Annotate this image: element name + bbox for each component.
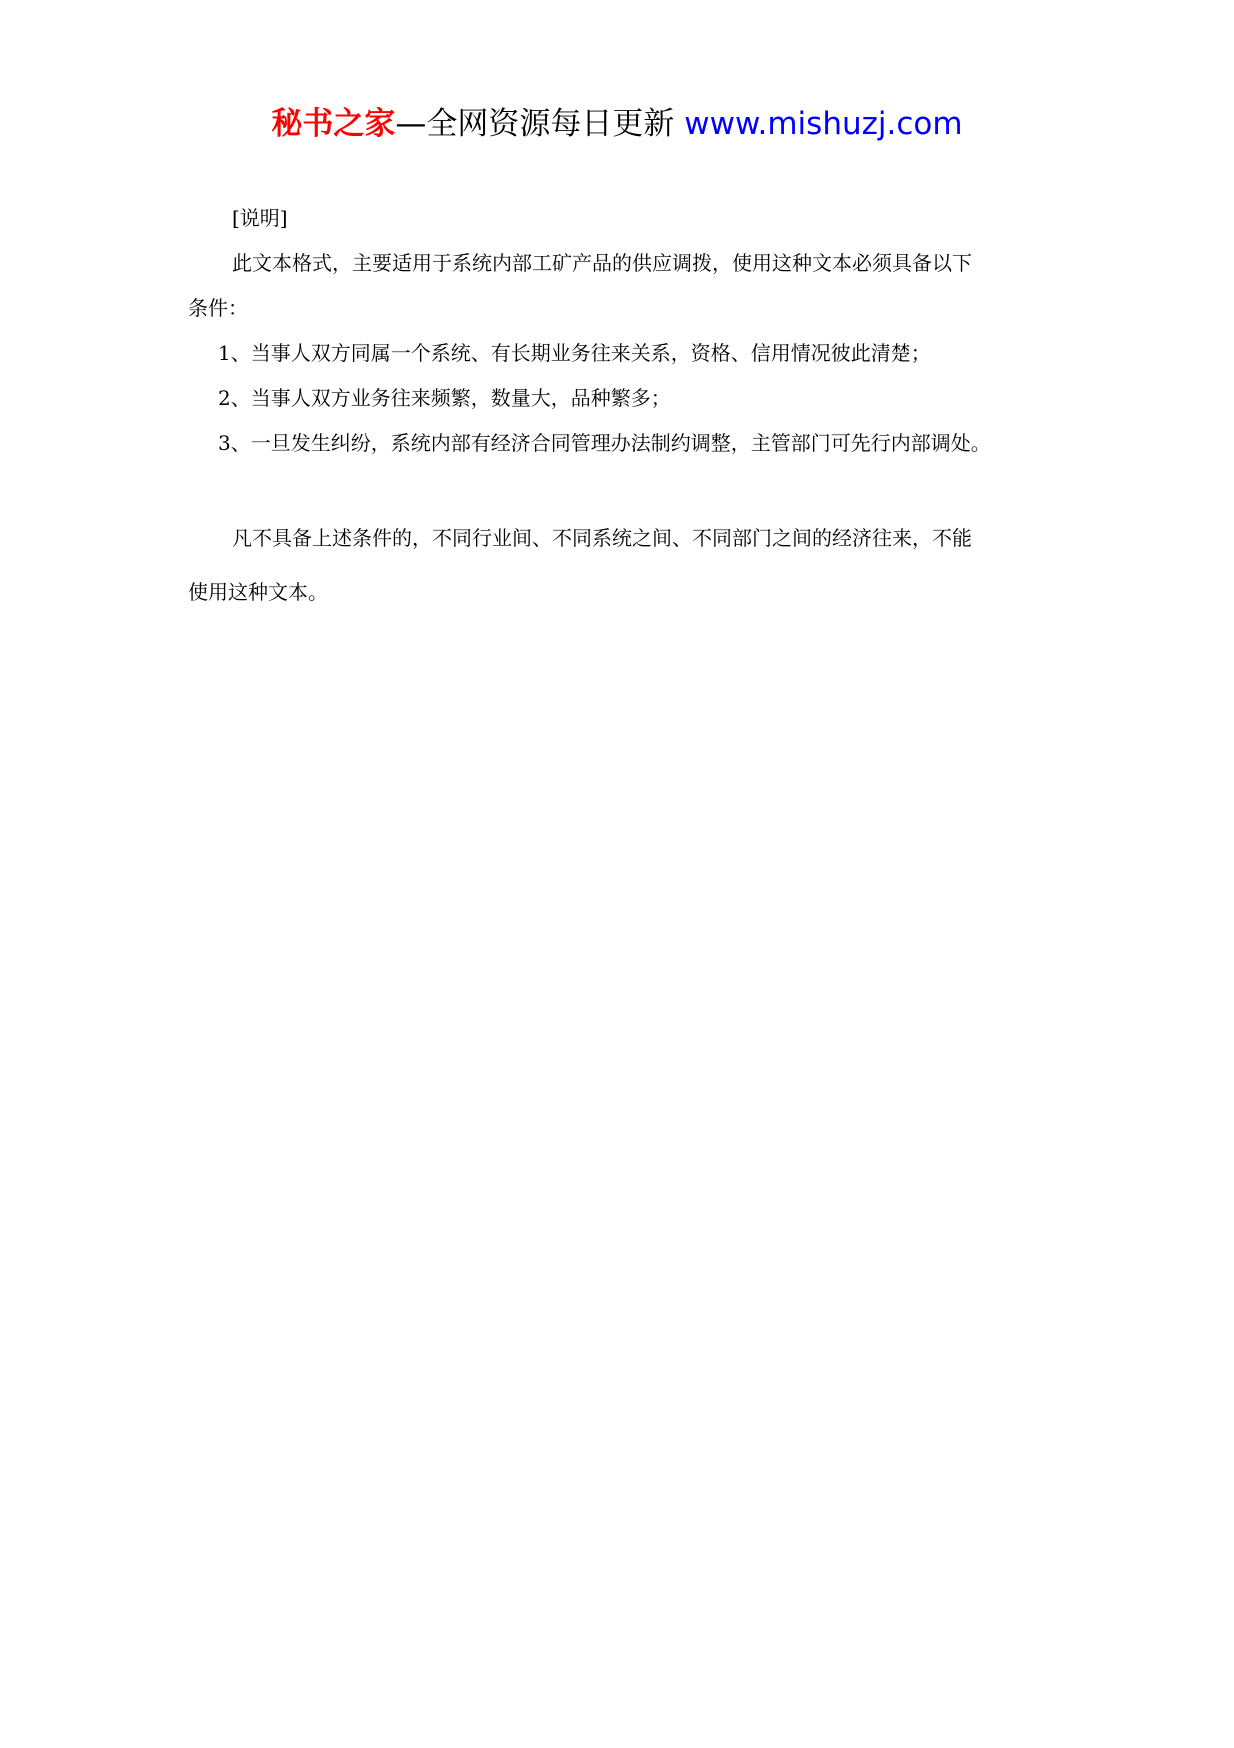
brand-name: 秘书之家 xyxy=(271,106,396,142)
condition-item-1: 1、当事人双方同属一个系统、有长期业务往来关系，资格、信用情况彼此清楚； xyxy=(218,341,931,365)
document-body xyxy=(188,196,1056,619)
header-url[interactable]: www.mishuzj.com xyxy=(684,106,963,142)
condition-item-3: 3、一旦发生纠纷，系统内部有经济合同管理办法制约调整，主管部门可先行内部调处。 xyxy=(218,431,991,455)
header-slogan: —全网资源每日更新 xyxy=(395,106,675,142)
paragraph-spacer xyxy=(188,466,1056,511)
closing-line-2: 使用这种文本。 xyxy=(188,580,328,604)
page-header xyxy=(0,100,1234,148)
intro-line-1: 此文本格式，主要适用于系统内部工矿产品的供应调拨，使用这种文本必须具备以下 xyxy=(232,251,972,275)
section-heading: [说明] xyxy=(232,206,288,230)
condition-item-2: 2、当事人双方业务往来频繁，数量大，品种繁多； xyxy=(218,386,671,410)
closing-line-1: 凡不具备上述条件的，不同行业间、不同系统之间、不同部门之间的经济往来，不能 xyxy=(232,526,972,550)
intro-line-2: 条件： xyxy=(188,296,248,320)
